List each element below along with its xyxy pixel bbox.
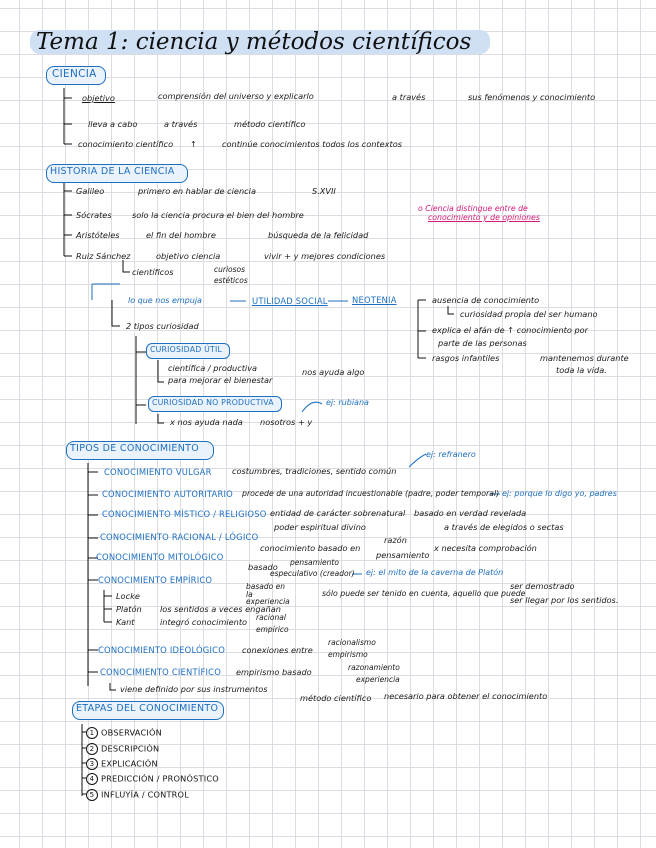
tipos-heading: TIPOS DE CONOCIMIENTO xyxy=(70,443,200,454)
tipos-empirico-c: sólo puede ser tenido en cuenta, aquello que puede xyxy=(322,589,526,598)
historia-tipos-curiosidad: 2 tipos curiosidad xyxy=(126,321,199,331)
ciencia-comprension: comprensión del universo y explicarlo xyxy=(158,91,314,101)
etapa-number: 2 xyxy=(86,743,98,755)
tipos-cientifico-d: experiencia xyxy=(356,675,400,684)
ciencia-fenomenos: sus fenómenos y conocimiento xyxy=(468,92,596,102)
tipos-kant-b: integró conocimiento xyxy=(160,617,248,627)
historia-galileo-c: S.XVII xyxy=(312,186,336,196)
tipos-mistico-d: poder espiritual divino xyxy=(274,522,366,532)
etapa-label: PREDICCIÓN / PRONÓSTICO xyxy=(101,773,219,784)
etapa-number: 4 xyxy=(86,773,98,785)
etapa-number: 5 xyxy=(86,789,98,801)
tipos-cientifico-g: necesario para obtener el conocimiento xyxy=(384,691,548,701)
etapa-number: 1 xyxy=(86,727,98,739)
tipos-platon: Platón xyxy=(116,604,142,614)
tipos-racional-c: razón xyxy=(384,535,407,545)
historia-rasgos-1: rasgos infantiles xyxy=(432,353,500,363)
etapa-label: INFLUYÍA / CONTROL xyxy=(101,789,189,800)
historia-cur-no-prod: CURIOSIDAD NO PRODUCTIVA xyxy=(152,398,274,407)
historia-socrates-b: solo la ciencia procura el bien del hombre xyxy=(132,210,304,220)
ciencia-a-traves: a través xyxy=(392,92,426,102)
ciencia-arrow-up: ↑ xyxy=(190,139,197,149)
ciencia-contextos: continúe conocimientos todos los contextos xyxy=(222,139,402,149)
historia-socrates: Sócrates xyxy=(76,210,112,220)
tipos-kant: Kant xyxy=(116,617,135,627)
tipos-autoritario-ej: ej: porque lo digo yo, padres xyxy=(502,489,617,498)
tipos-cientifico-c: razonamiento xyxy=(348,663,400,672)
etapa-item xyxy=(86,758,158,770)
historia-cientificos: científicos xyxy=(132,267,174,277)
historia-utilidad: UTILIDAD SOCIAL xyxy=(252,296,328,306)
historia-x-ayuda: x nos ayuda nada xyxy=(170,417,243,427)
tipos-mistico: CONOCIMIENTO MÍSTICO / RELIGIOSO xyxy=(102,509,267,519)
historia-nos-ayuda: nos ayuda algo xyxy=(302,367,365,377)
historia-aristoteles-c: búsqueda de la felicidad xyxy=(268,230,369,240)
ciencia-lleva: lleva a cabo xyxy=(88,119,138,129)
tipos-mitologico: CONOCIMIENTO MITOLÓGICO xyxy=(96,552,224,562)
historia-galileo-b: primero en hablar de ciencia xyxy=(138,186,256,196)
tipos-vulgar-b: costumbres, tradiciones, sentido común xyxy=(232,466,397,476)
tipos-cientifico: CONOCIMIENTO CIENTÍFICO xyxy=(100,667,222,677)
etapas-heading: ETAPAS DEL CONOCIMIENTO xyxy=(76,703,219,714)
tipos-cientifico-f: método científico xyxy=(300,693,372,703)
ciencia-objetivo: objetivo xyxy=(82,93,115,103)
historia-aristoteles-b: el fin del hombre xyxy=(146,230,216,240)
etapa-label: EXPLICACIÓN xyxy=(101,758,158,769)
historia-curiosidad-propia: curiosidad propia del ser humano xyxy=(460,309,598,319)
tipos-mistico-c: basado en verdad revelada xyxy=(414,508,527,518)
ciencia-conocimiento: conocimiento científico xyxy=(78,139,174,149)
tipos-vulgar: CONOCIMIENTO VULGAR xyxy=(104,467,212,477)
etapa-label: DESCRIPCIÓN xyxy=(101,743,160,754)
historia-pink-note-1: o Ciencia distingue entre de xyxy=(418,204,528,213)
tipos-empirico: CONOCIMIENTO EMPÍRICO xyxy=(98,575,213,585)
tipos-kant-c: racional xyxy=(256,613,286,622)
historia-mejorar: para mejorar el bienestar xyxy=(168,375,273,385)
tipos-racional-e: x necesita comprobación xyxy=(434,543,537,553)
tipos-racional: CONOCIMIENTO RACIONAL / LÓGICO xyxy=(100,532,259,542)
tipos-cientifico-b: empirismo basado xyxy=(236,667,312,677)
etapa-item xyxy=(86,789,189,801)
historia-explica-2: parte de las personas xyxy=(438,338,527,348)
ciencia-a-traves-2: a través xyxy=(164,119,198,129)
etapa-item xyxy=(86,727,162,739)
tipos-mitologico-b: basado xyxy=(248,562,278,572)
tipos-ideologico-b: conexiones entre xyxy=(242,645,313,655)
historia-esteticos: estéticos xyxy=(214,276,248,285)
etapa-item xyxy=(86,773,219,785)
historia-pink-note-2: conocimiento y de opiniones xyxy=(428,213,540,222)
tipos-mistico-e: a través de elegidos o sectas xyxy=(444,522,564,532)
tipos-mitologico-ej: ej: el mito de la caverna de Platón xyxy=(366,568,504,577)
tipos-empirico-e: ser llegar por los sentidos. xyxy=(510,595,619,605)
historia-aristoteles: Aristóteles xyxy=(76,230,120,240)
ciencia-metodo: método científico xyxy=(234,119,306,129)
historia-ayuda-b: nosotros + y xyxy=(260,417,313,427)
tipos-platon-b: los sentidos a veces engañan xyxy=(160,604,281,614)
historia-cientifica: científica / productiva xyxy=(168,363,258,373)
ciencia-heading: CIENCIA xyxy=(52,68,97,80)
etapa-label: OBSERVACIÓN xyxy=(101,727,162,738)
historia-ruiz-b: objetivo ciencia xyxy=(156,251,221,261)
historia-cur-util: CURIOSIDAD ÚTIL xyxy=(150,345,223,354)
tipos-autoritario: CONOCIMIENTO AUTORITARIO xyxy=(102,489,233,499)
tipos-locke: Locke xyxy=(116,591,140,601)
historia-curiosos: curiosos xyxy=(214,265,246,274)
tipos-mistico-b: entidad de carácter sobrenatural xyxy=(270,508,406,518)
historia-galileo: Galileo xyxy=(76,186,105,196)
historia-empuja: lo que nos empuja xyxy=(128,296,202,305)
page-title: Tema 1: ciencia y métodos científicos xyxy=(36,29,472,55)
tipos-racional-b: conocimiento basado en xyxy=(260,543,361,553)
tipos-empirico-d: ser demostrado xyxy=(510,581,575,591)
historia-heading: HISTORIA DE LA CIENCIA xyxy=(50,166,175,177)
historia-neotenia: NEOTENIA xyxy=(352,295,397,305)
tipos-ideologico-c: racionalismo xyxy=(328,638,376,647)
historia-ruiz: Ruiz Sánchez xyxy=(76,251,131,261)
historia-ausencia: ausencia de conocimiento xyxy=(432,295,540,305)
etapa-number: 3 xyxy=(86,758,98,770)
etapa-item xyxy=(86,743,159,755)
tipos-cientifico-e: viene definido por sus instrumentos xyxy=(120,684,268,694)
historia-ruiz-c: vivir + y mejores condiciones xyxy=(264,251,386,261)
historia-rasgos-2: mantenemos durante xyxy=(540,353,629,363)
tipos-mitologico-d: especulativo (creador) xyxy=(270,569,355,578)
tipos-ideologico: CONOCIMIENTO IDEOLÓGICO xyxy=(98,645,225,655)
tipos-vulgar-ej: ej: refranero xyxy=(426,450,476,459)
tipos-ideologico-d: empirismo xyxy=(328,650,368,659)
historia-explica-1: explica el afán de ↑ conocimiento por xyxy=(432,325,589,335)
tipos-empirico-b: basado en la experiencia xyxy=(246,582,290,606)
tipos-autoritario-b: procede de una autoridad incuestionable (padre, poder temporal) xyxy=(242,489,500,498)
tipos-racional-d: pensamiento xyxy=(376,550,430,560)
historia-rasgos-3: toda la vida. xyxy=(556,365,607,375)
historia-ej-rubiana: ej: rubiana xyxy=(326,398,369,407)
tipos-kant-d: empírico xyxy=(256,625,289,634)
tipos-mitologico-c: pensamiento xyxy=(290,558,339,567)
